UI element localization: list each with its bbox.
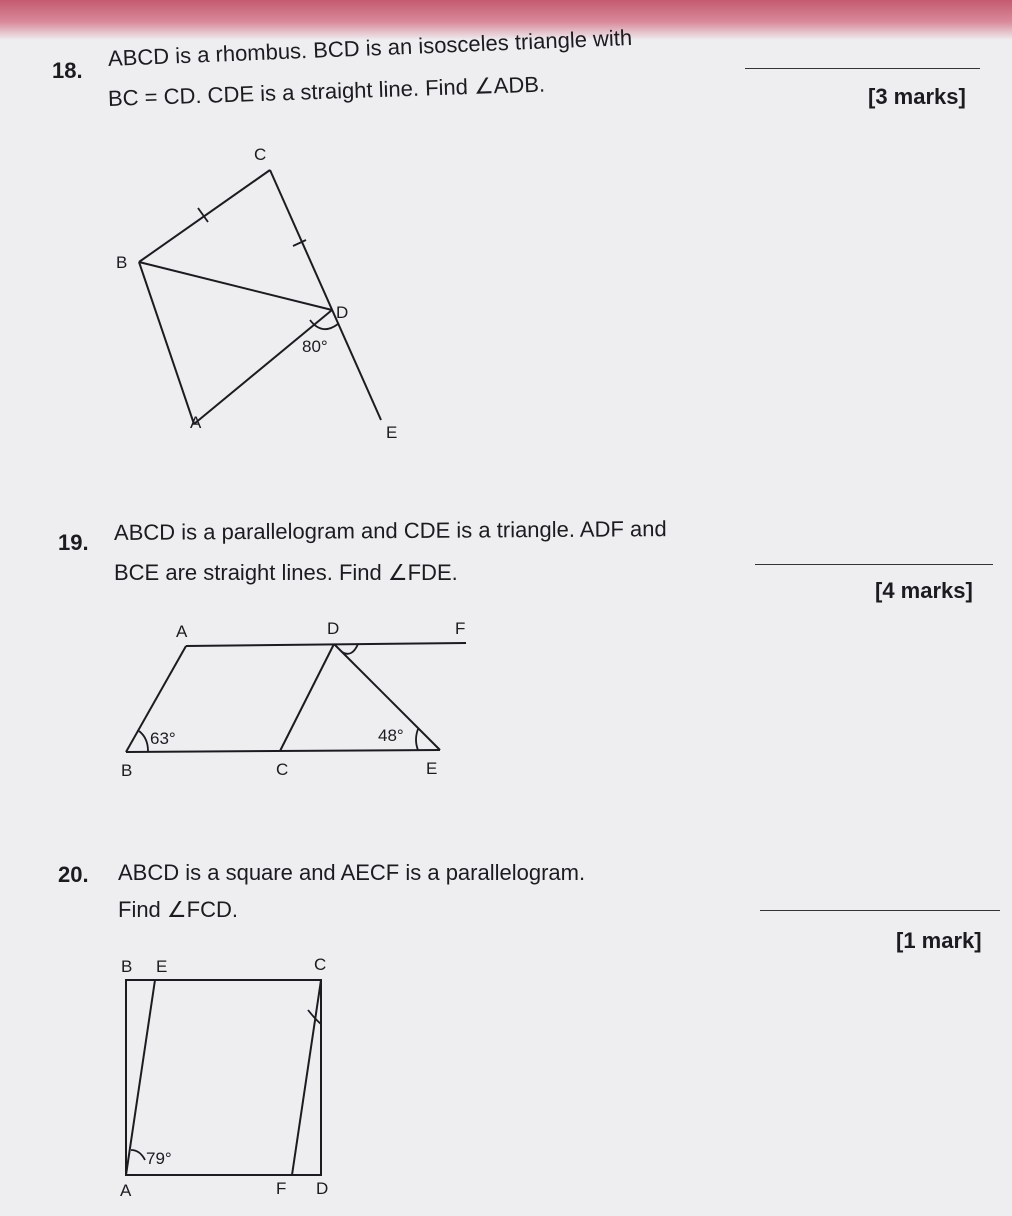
q20-label-d: D	[316, 1179, 329, 1198]
question-18-marks: [3 marks]	[868, 84, 966, 109]
q18-angle-80: 80°	[302, 337, 328, 356]
question-19-number: 19.	[58, 530, 89, 555]
question-18-number: 18.	[52, 58, 83, 83]
q20-angle-arc-a	[131, 1150, 145, 1160]
q19-angle-48: 48°	[378, 726, 404, 745]
q18-diagram	[116, 145, 397, 442]
q18-edge-ab	[139, 262, 194, 424]
q19-label-e: E	[426, 759, 438, 778]
q19-edge-cd	[280, 644, 334, 751]
q18-edge-ad	[194, 310, 332, 424]
q20-label-e: E	[156, 957, 168, 976]
q19-line-bce	[126, 750, 440, 752]
question-18-text-line2: BC = CD. CDE is a straight line. Find ∠ADB.	[107, 71, 546, 111]
q19-label-a: A	[176, 622, 188, 641]
q20-square-abcd	[126, 980, 321, 1175]
question-19-marks: [4 marks]	[875, 578, 973, 603]
q20-label-f: F	[276, 1179, 287, 1198]
q18-label-e: E	[386, 423, 398, 442]
q19-angle-arc-b	[139, 731, 148, 751]
q19-diagram	[121, 619, 466, 780]
q18-label-c: C	[254, 145, 267, 164]
question-20-number: 20.	[58, 862, 89, 887]
question-18-text-line1: ABCD is a rhombus. BCD is an isosceles triangle with	[107, 24, 633, 71]
q18-label-d: D	[336, 303, 349, 322]
q19-label-b: B	[121, 761, 133, 780]
question-19-text-line2: BCE are straight lines. Find ∠FDE.	[114, 560, 458, 585]
q20-label-b: B	[121, 957, 133, 976]
q20-angle-79: 79°	[146, 1149, 172, 1168]
q20-label-a: A	[120, 1181, 132, 1200]
q20-label-c: C	[314, 955, 327, 974]
q18-edge-bd	[139, 262, 332, 310]
q18-edge-ce	[270, 170, 381, 420]
question-20-text-line2: Find ∠FCD.	[118, 897, 238, 922]
q20-diagram	[120, 955, 328, 1200]
question-20-marks: [1 mark]	[896, 928, 982, 953]
question-19-text-line1: ABCD is a parallelogram and CDE is a triangle. ADF and	[113, 516, 667, 545]
q18-angle-arc-d	[310, 320, 338, 329]
q19-label-c: C	[276, 760, 289, 779]
q19-angle-arc-e	[416, 729, 418, 750]
q19-angle-arc-fde	[342, 644, 358, 654]
q19-label-d: D	[327, 619, 340, 638]
q18-label-a: A	[190, 413, 202, 432]
q20-edge-fc	[292, 980, 321, 1175]
q18-label-b: B	[116, 253, 128, 272]
q19-line-adf	[186, 643, 466, 646]
q19-angle-63: 63°	[150, 729, 176, 748]
question-20-text-line1: ABCD is a square and AECF is a parallelogram.	[118, 860, 586, 885]
q20-edge-ae	[126, 980, 155, 1175]
q19-label-f: F	[455, 619, 466, 638]
